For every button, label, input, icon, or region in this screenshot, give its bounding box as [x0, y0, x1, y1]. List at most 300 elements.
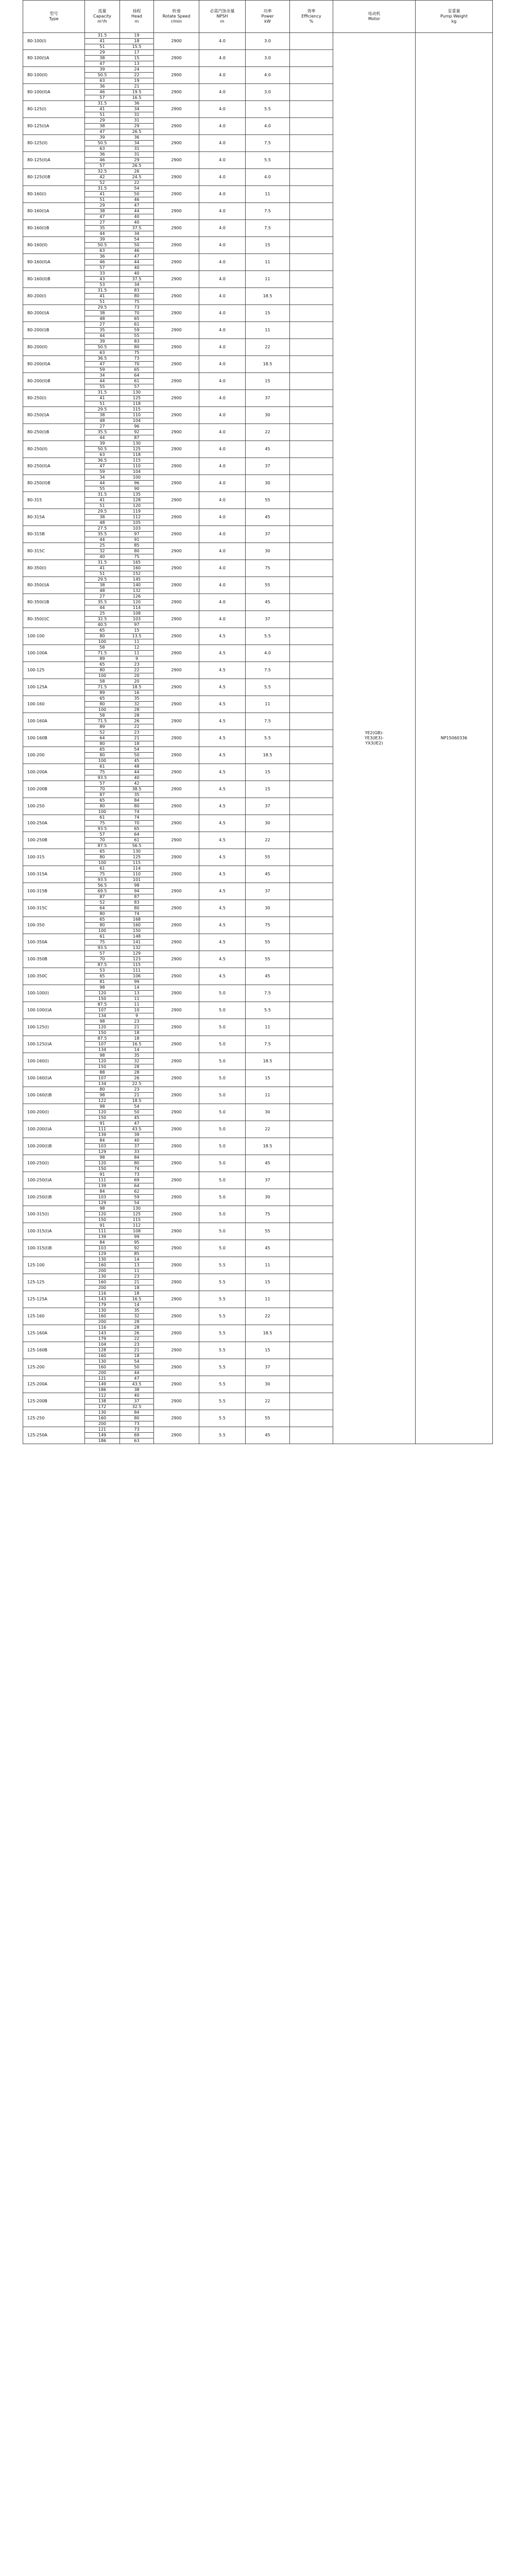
- cell-npsh: 4.0: [199, 33, 246, 50]
- cell-model: 100-250A: [23, 815, 85, 832]
- cell-flow: 81: [85, 979, 120, 985]
- cell-head: 114: [120, 866, 154, 872]
- cell-flow: 52: [85, 730, 120, 736]
- cell-head: 106: [120, 974, 154, 979]
- cell-head: 33: [120, 1149, 154, 1155]
- cell-head: 115: [120, 1217, 154, 1223]
- cell-flow: 50.5: [85, 73, 120, 78]
- cell-speed: 2900: [154, 458, 199, 475]
- cell-flow: 100: [85, 673, 120, 679]
- cell-efficiency: [290, 866, 333, 883]
- cell-model: 100-125(I)A: [23, 1036, 85, 1053]
- cell-flow: 34: [85, 373, 120, 379]
- cell-flow: 27.5: [85, 526, 120, 532]
- cell-flow: 61: [85, 934, 120, 940]
- cell-flow: 107: [85, 1076, 120, 1081]
- cell-head: 14: [120, 985, 154, 991]
- cell-head: 47: [120, 203, 154, 209]
- cell-speed: 2900: [154, 254, 199, 271]
- cell-head: 73: [120, 305, 154, 311]
- cell-head: 21: [120, 1280, 154, 1285]
- cell-flow: 89: [85, 656, 120, 662]
- cell-head: 35: [120, 696, 154, 702]
- cell-head: 22: [120, 724, 154, 730]
- cell-flow: 89: [85, 690, 120, 696]
- cell-speed: 2900: [154, 1257, 199, 1274]
- cell-flow: 44: [85, 537, 120, 543]
- cell-head: 42: [120, 781, 154, 787]
- cell-flow: 63: [85, 350, 120, 356]
- header-motor: 电动机 Motor: [333, 1, 416, 33]
- cell-head: 54: [120, 186, 154, 192]
- cell-power: 75: [246, 1206, 290, 1223]
- cell-power: 7.5: [246, 1036, 290, 1053]
- cell-head: 13: [120, 1263, 154, 1268]
- cell-head: 28: [120, 1325, 154, 1331]
- cell-flow: 27: [85, 322, 120, 328]
- cell-head: 73: [120, 1172, 154, 1178]
- cell-head: 34: [120, 141, 154, 146]
- cell-head: 75: [120, 299, 154, 305]
- cell-flow: 91: [85, 1121, 120, 1127]
- cell-npsh: 4.5: [199, 696, 246, 713]
- cell-npsh: 5.0: [199, 1002, 246, 1019]
- cell-head: 50: [120, 1110, 154, 1115]
- cell-flow: 80: [85, 741, 120, 747]
- cell-power: 15: [246, 1342, 290, 1359]
- cell-head: 92: [120, 430, 154, 435]
- cell-flow: 120: [85, 1110, 120, 1115]
- cell-head: 83: [120, 339, 154, 345]
- cell-speed: 2900: [154, 662, 199, 679]
- cell-efficiency: [290, 679, 333, 696]
- cell-npsh: 4.5: [199, 832, 246, 849]
- cell-head: 70: [120, 821, 154, 826]
- cell-npsh: 4.0: [199, 84, 246, 101]
- cell-head: 74: [120, 911, 154, 917]
- cell-efficiency: [290, 815, 333, 832]
- cell-flow: 93.5: [85, 826, 120, 832]
- cell-head: 9: [120, 1013, 154, 1019]
- cell-npsh: 4.5: [199, 866, 246, 883]
- cell-flow: 50.5: [85, 345, 120, 350]
- cell-flow: 41: [85, 566, 120, 571]
- cell-model: 80-100(I)A: [23, 50, 85, 67]
- cell-npsh: 5.0: [199, 1172, 246, 1189]
- cell-power: 11: [246, 1291, 290, 1308]
- cell-head: 38: [120, 1387, 154, 1393]
- cell-power: 11: [246, 186, 290, 203]
- cell-flow: 52: [85, 180, 120, 186]
- cell-model: 80-125(II)A: [23, 152, 85, 169]
- cell-npsh: 4.0: [199, 611, 246, 628]
- cell-head: 140: [120, 583, 154, 588]
- cell-model: 125-160B: [23, 1342, 85, 1359]
- cell-efficiency: [290, 1002, 333, 1019]
- cell-efficiency: [290, 577, 333, 594]
- cell-head: 24.5: [120, 175, 154, 180]
- cell-npsh: 5.0: [199, 1087, 246, 1104]
- cell-speed: 2900: [154, 1359, 199, 1376]
- cell-npsh: 5.0: [199, 985, 246, 1002]
- cell-model: 80-250(I): [23, 390, 85, 407]
- cell-npsh: 5.0: [199, 1053, 246, 1070]
- cell-head: 160: [120, 566, 154, 571]
- cell-flow: 122: [85, 1098, 120, 1104]
- cell-head: 80: [120, 294, 154, 299]
- cell-npsh: 4.0: [199, 50, 246, 67]
- cell-model: 125-125: [23, 1274, 85, 1291]
- cell-flow: 55: [85, 486, 120, 492]
- cell-flow: 93.5: [85, 945, 120, 951]
- cell-model: 80-200(I)B: [23, 322, 85, 339]
- cell-flow: 80: [85, 702, 120, 707]
- cell-power: 11: [246, 1087, 290, 1104]
- cell-speed: 2900: [154, 390, 199, 407]
- cell-power: 7.5: [246, 203, 290, 220]
- cell-speed: 2900: [154, 407, 199, 424]
- cell-head: 110: [120, 872, 154, 877]
- cell-flow: 150: [85, 996, 120, 1002]
- cell-head: 23: [120, 1274, 154, 1280]
- cell-speed: 2900: [154, 1206, 199, 1223]
- cell-flow: 103: [85, 1246, 120, 1251]
- cell-flow: 150: [85, 1064, 120, 1070]
- cell-flow: 65: [85, 974, 120, 979]
- cell-power: 30: [246, 815, 290, 832]
- cell-power: 4.0: [246, 645, 290, 662]
- cell-model: 80-315A: [23, 509, 85, 526]
- cell-head: 32: [120, 1059, 154, 1064]
- cell-model: 100-350B: [23, 951, 85, 968]
- cell-efficiency: [290, 628, 333, 645]
- cell-model: 100-315A: [23, 866, 85, 883]
- cell-head: 22: [120, 668, 154, 673]
- cell-power: 45: [246, 441, 290, 458]
- cell-speed: 2900: [154, 1070, 199, 1087]
- cell-efficiency: [290, 730, 333, 747]
- cell-speed: 2900: [154, 781, 199, 798]
- cell-speed: 2900: [154, 1036, 199, 1053]
- cell-model: 125-200: [23, 1359, 85, 1376]
- cell-power: 4.0: [246, 67, 290, 84]
- header-weight: 泵重量 Pump Weight kg: [416, 1, 493, 33]
- cell-head: 75: [120, 350, 154, 356]
- cell-head: 22.5: [120, 1081, 154, 1087]
- cell-head: 40: [120, 271, 154, 277]
- cell-flow: 31.5: [85, 390, 120, 396]
- cell-speed: 2900: [154, 713, 199, 730]
- cell-power: 15: [246, 373, 290, 390]
- cell-flow: 56.5: [85, 883, 120, 889]
- cell-model: 100-160(I): [23, 1053, 85, 1070]
- cell-head: 120: [120, 503, 154, 509]
- cell-power: 55: [246, 1410, 290, 1427]
- cell-flow: 31.5: [85, 492, 120, 498]
- cell-npsh: 4.0: [199, 254, 246, 271]
- cell-efficiency: [290, 458, 333, 475]
- cell-head: 18: [120, 1285, 154, 1291]
- cell-power: 4.0: [246, 169, 290, 186]
- cell-flow: 107: [85, 1042, 120, 1047]
- cell-npsh: 4.0: [199, 492, 246, 509]
- cell-head: 14: [120, 1302, 154, 1308]
- cell-flow: 42: [85, 175, 120, 180]
- cell-flow: 40.5: [85, 622, 120, 628]
- cell-power: 55: [246, 951, 290, 968]
- cell-head: 18: [120, 1030, 154, 1036]
- cell-flow: 149: [85, 1433, 120, 1438]
- cell-npsh: 4.0: [199, 356, 246, 373]
- cell-power: 45: [246, 594, 290, 611]
- cell-speed: 2900: [154, 203, 199, 220]
- cell-flow: 51: [85, 44, 120, 50]
- cell-head: 80: [120, 906, 154, 911]
- cell-head: 26.5: [120, 129, 154, 135]
- cell-head: 19: [120, 33, 154, 39]
- cell-head: 83: [120, 288, 154, 294]
- cell-power: 45: [246, 1155, 290, 1172]
- cell-head: 40: [120, 1393, 154, 1399]
- cell-flow: 29.5: [85, 577, 120, 583]
- cell-flow: 29.5: [85, 305, 120, 311]
- cell-flow: 41: [85, 192, 120, 197]
- cell-efficiency: [290, 764, 333, 781]
- cell-npsh: 5.5: [199, 1274, 246, 1291]
- cell-head: 64: [120, 1183, 154, 1189]
- cell-flow: 75: [85, 940, 120, 945]
- cell-flow: 48: [85, 588, 120, 594]
- cell-head: 31: [120, 118, 154, 124]
- cell-efficiency: [290, 101, 333, 118]
- cell-head: 104: [120, 469, 154, 475]
- cell-efficiency: [290, 441, 333, 458]
- cell-head: 22: [120, 180, 154, 186]
- cell-model: 80-125(I): [23, 101, 85, 118]
- cell-flow: 36: [85, 152, 120, 158]
- cell-efficiency: [290, 1189, 333, 1206]
- cell-flow: 63: [85, 78, 120, 84]
- cell-flow: 63: [85, 452, 120, 458]
- cell-head: 84: [120, 1410, 154, 1416]
- cell-power: 30: [246, 1104, 290, 1121]
- cell-head: 94: [120, 889, 154, 894]
- cell-npsh: 5.5: [199, 1257, 246, 1274]
- cell-flow: 50.5: [85, 447, 120, 452]
- cell-power: 22: [246, 1308, 290, 1325]
- cell-npsh: 4.5: [199, 934, 246, 951]
- cell-speed: 2900: [154, 356, 199, 373]
- cell-head: 125: [120, 396, 154, 401]
- cell-head: 26: [120, 719, 154, 724]
- cell-flow: 61: [85, 764, 120, 770]
- cell-head: 31: [120, 112, 154, 118]
- cell-flow: 116: [85, 1291, 120, 1297]
- cell-head: 15.5: [120, 44, 154, 50]
- cell-npsh: 4.0: [199, 373, 246, 390]
- cell-efficiency: [290, 611, 333, 628]
- cell-head: 12: [120, 645, 154, 651]
- cell-flow: 75: [85, 770, 120, 775]
- cell-flow: 40: [85, 554, 120, 560]
- cell-flow: 179: [85, 1336, 120, 1342]
- cell-head: 28: [120, 713, 154, 719]
- cell-head: 44: [120, 209, 154, 214]
- cell-head: 130: [120, 390, 154, 396]
- cell-flow: 84: [85, 1240, 120, 1246]
- cell-flow: 48: [85, 418, 120, 424]
- cell-flow: 41: [85, 107, 120, 112]
- cell-model: 100-160(I)B: [23, 1087, 85, 1104]
- cell-head: 130: [120, 849, 154, 855]
- cell-flow: 65: [85, 917, 120, 923]
- cell-head: 128: [120, 498, 154, 503]
- cell-head: 46: [120, 197, 154, 203]
- cell-efficiency: [290, 424, 333, 441]
- cell-head: 22: [120, 1336, 154, 1342]
- spec-body: [23, 33, 493, 1444]
- cell-speed: 2900: [154, 169, 199, 186]
- cell-power: 15: [246, 237, 290, 254]
- cell-speed: 2900: [154, 730, 199, 747]
- cell-head: 110: [120, 464, 154, 469]
- cell-flow: 47: [85, 362, 120, 367]
- cell-head: 110: [120, 413, 154, 418]
- cell-speed: 2900: [154, 543, 199, 560]
- cell-weight: NP15060336: [416, 33, 493, 1444]
- cell-efficiency: [290, 1019, 333, 1036]
- cell-flow: 120: [85, 991, 120, 996]
- cell-efficiency: [290, 900, 333, 917]
- cell-head: 152: [120, 571, 154, 577]
- cell-efficiency: [290, 475, 333, 492]
- cell-power: 15: [246, 1070, 290, 1087]
- cell-model: 100-200(I): [23, 1104, 85, 1121]
- cell-head: 64: [120, 832, 154, 838]
- cell-npsh: 4.5: [199, 662, 246, 679]
- cell-flow: 38: [85, 311, 120, 316]
- cell-efficiency: [290, 832, 333, 849]
- cell-head: 40: [120, 775, 154, 781]
- cell-flow: 120: [85, 1059, 120, 1064]
- cell-flow: 143: [85, 1331, 120, 1336]
- cell-head: 14: [120, 1257, 154, 1263]
- cell-flow: 100: [85, 928, 120, 934]
- cell-power: 55: [246, 1223, 290, 1240]
- cell-speed: 2900: [154, 1189, 199, 1206]
- cell-speed: 2900: [154, 747, 199, 764]
- cell-head: 44: [120, 770, 154, 775]
- cell-head: 26: [120, 1076, 154, 1081]
- cell-npsh: 4.0: [199, 509, 246, 526]
- cell-head: 91: [120, 537, 154, 543]
- cell-flow: 98: [85, 1019, 120, 1025]
- cell-head: 108: [120, 611, 154, 617]
- cell-head: 29: [120, 158, 154, 163]
- cell-efficiency: [290, 917, 333, 934]
- cell-head: 80: [120, 345, 154, 350]
- cell-model: 100-250(I): [23, 1155, 85, 1172]
- cell-power: 15: [246, 781, 290, 798]
- cell-npsh: 4.0: [199, 152, 246, 169]
- cell-head: 32: [120, 702, 154, 707]
- cell-efficiency: [290, 339, 333, 356]
- cell-npsh: 4.0: [199, 475, 246, 492]
- cell-flow: 43: [85, 277, 120, 282]
- cell-head: 40: [120, 220, 154, 226]
- cell-npsh: 4.0: [199, 322, 246, 339]
- cell-flow: 93.5: [85, 775, 120, 781]
- cell-flow: 57: [85, 95, 120, 101]
- cell-power: 7.5: [246, 220, 290, 237]
- cell-power: 7.5: [246, 713, 290, 730]
- cell-flow: 116: [85, 1325, 120, 1331]
- cell-head: 84: [120, 1155, 154, 1161]
- cell-model: 80-250(I)B: [23, 424, 85, 441]
- cell-npsh: 5.5: [199, 1410, 246, 1427]
- cell-speed: 2900: [154, 373, 199, 390]
- cell-flow: 29.5: [85, 407, 120, 413]
- cell-efficiency: [290, 985, 333, 1002]
- cell-power: 3.0: [246, 33, 290, 50]
- cell-model: 80-200(I)A: [23, 305, 85, 322]
- cell-flow: 65: [85, 696, 120, 702]
- cell-speed: 2900: [154, 1172, 199, 1189]
- cell-flow: 75: [85, 872, 120, 877]
- cell-speed: 2900: [154, 492, 199, 509]
- cell-head: 103: [120, 526, 154, 532]
- cell-efficiency: [290, 1308, 333, 1325]
- cell-flow: 38: [85, 413, 120, 418]
- cell-power: 18.5: [246, 747, 290, 764]
- cell-speed: 2900: [154, 645, 199, 662]
- cell-flow: 59: [85, 367, 120, 373]
- cell-head: 37: [120, 1399, 154, 1404]
- cell-head: 18: [120, 1291, 154, 1297]
- cell-flow: 98: [85, 1104, 120, 1110]
- cell-head: 90: [120, 486, 154, 492]
- cell-head: 11: [120, 996, 154, 1002]
- cell-efficiency: [290, 543, 333, 560]
- cell-flow: 80: [85, 753, 120, 758]
- cell-speed: 2900: [154, 798, 199, 815]
- cell-npsh: 4.5: [199, 645, 246, 662]
- cell-head: 145: [120, 577, 154, 583]
- cell-npsh: 4.5: [199, 900, 246, 917]
- cell-head: 80: [120, 1416, 154, 1421]
- cell-flow: 58: [85, 679, 120, 685]
- cell-speed: 2900: [154, 849, 199, 866]
- cell-head: 47: [120, 1376, 154, 1382]
- cell-head: 37.5: [120, 226, 154, 231]
- cell-head: 16.5: [120, 1042, 154, 1047]
- cell-flow: 34: [85, 475, 120, 481]
- cell-head: 34: [120, 231, 154, 237]
- cell-flow: 44: [85, 231, 120, 237]
- cell-model: 80-100(I): [23, 33, 85, 50]
- cell-speed: 2900: [154, 951, 199, 968]
- cell-power: 30: [246, 900, 290, 917]
- cell-head: 160: [120, 923, 154, 928]
- cell-head: 45: [120, 758, 154, 764]
- cell-speed: 2900: [154, 509, 199, 526]
- cell-speed: 2900: [154, 1325, 199, 1342]
- cell-model: 80-125(I)A: [23, 118, 85, 135]
- cell-speed: 2900: [154, 815, 199, 832]
- cell-efficiency: [290, 373, 333, 390]
- cell-head: 103: [120, 617, 154, 622]
- cell-head: 32: [120, 1314, 154, 1319]
